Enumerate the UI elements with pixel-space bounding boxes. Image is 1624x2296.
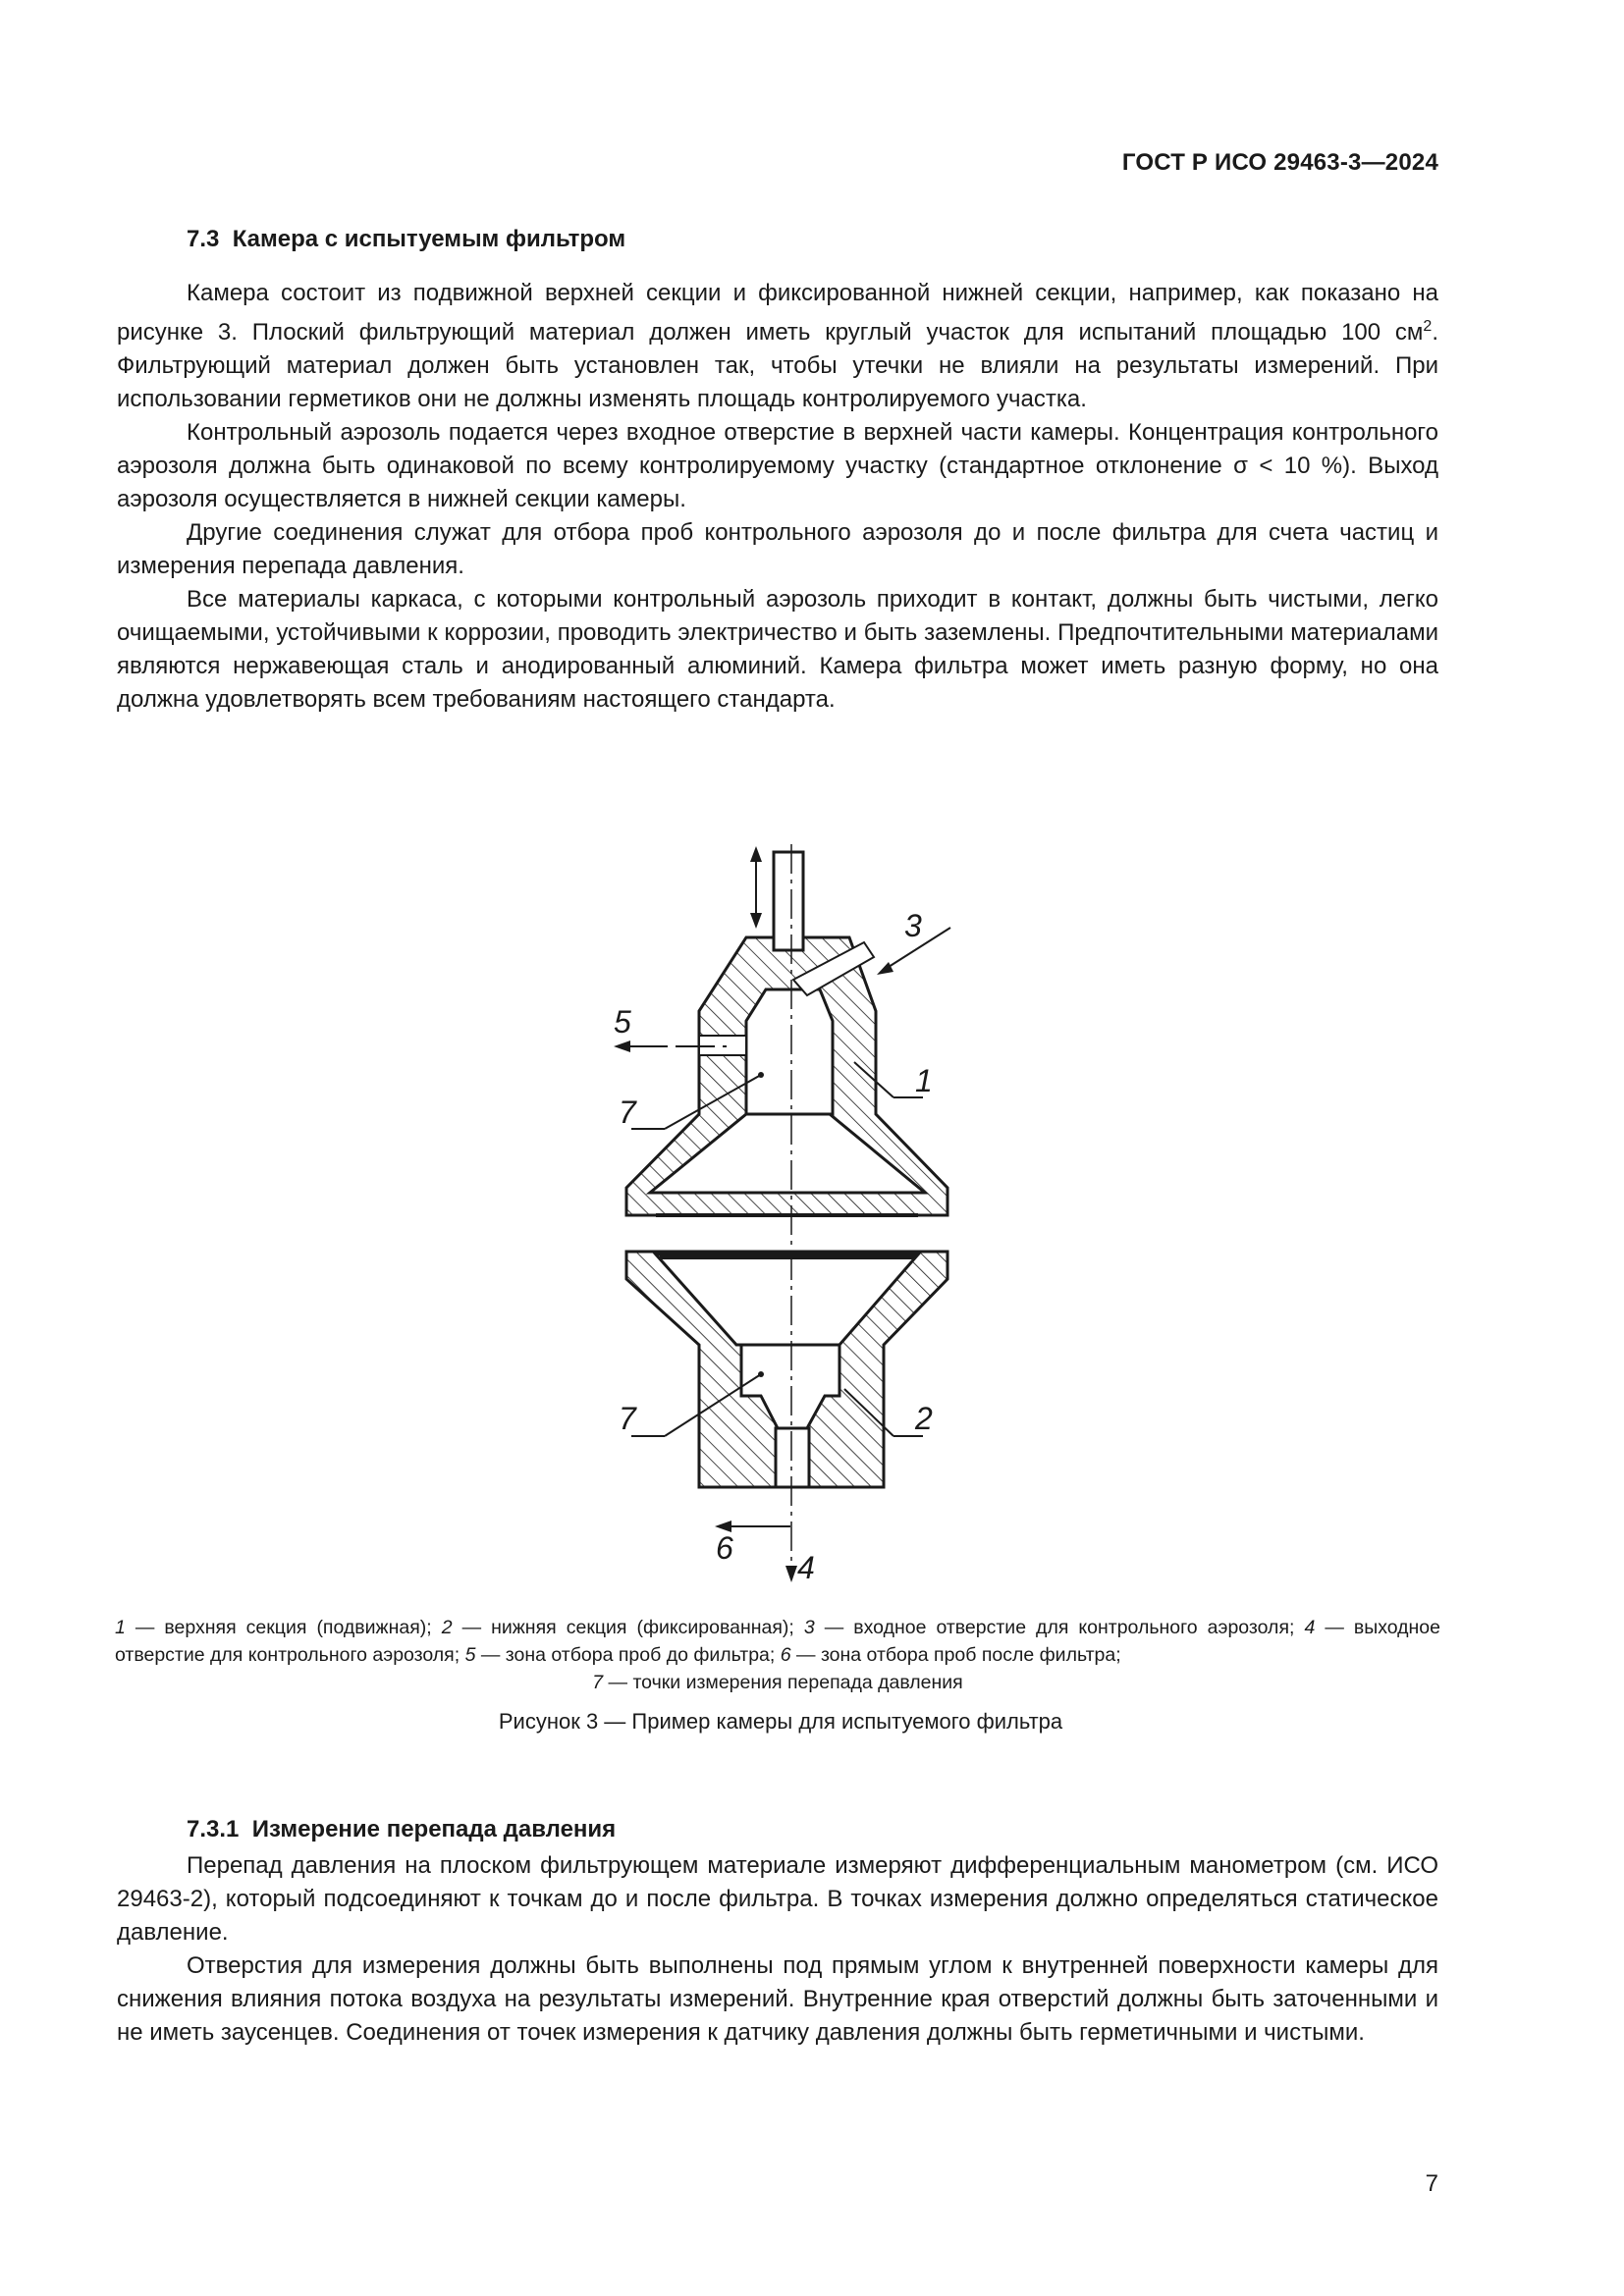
label-7-upper: 7 (619, 1095, 636, 1130)
lower-section (626, 1252, 947, 1487)
paragraph: Перепад давления на плоском фильтрующем материале измеряют дифференциальным манометром (см. ИСО 29463-2), который подсоединяют к точкам до и после фильтра. В точках измерения должно определяться статическое давление. (117, 1852, 1438, 1946)
legend-text: — верхняя секция (подвижная); (125, 1617, 442, 1638)
label-2: 2 (915, 1401, 933, 1436)
figure-3 (550, 823, 1080, 1603)
legend-number: 4 (1304, 1617, 1316, 1638)
label-4: 4 (797, 1550, 815, 1585)
legend-number: 5 (464, 1644, 476, 1666)
section-7-3-1-heading (187, 1816, 616, 1843)
paragraph: Все материалы каркаса, с которыми контрольный аэрозоль приходит в контакт, должны быть чистыми, легко очищаемыми, устойчивыми к коррозии, проводить электричество и быть заземлены. Предпочтительными материалами являются нержавеющая сталь и анодированный алюминий. Камера фильтра может иметь разную форму, но она должна удовлетворять всем требованиям настоящего стандарта. (117, 586, 1438, 713)
arrow-4 (785, 1566, 797, 1582)
legend-text: — выходное отверстие для контрольного аэрозоля; (115, 1617, 1440, 1666)
pressure-point-dot (758, 1072, 764, 1078)
legend-number: 3 (803, 1617, 815, 1638)
section-number: 7.3 (187, 226, 220, 252)
paragraph: Отверстия для измерения должны быть выполнены под прямым углом к внутренней поверхности камеры для снижения влияния потока воздуха на результаты измерений. Внутренние края отверстий должны быть заточенными и не иметь заусенцев. Соединения от точек измерения к датчику давления должны быть герметичными и чистыми. (117, 1952, 1438, 2046)
legend-text: — входное отверстие для контрольного аэрозоля; (814, 1617, 1305, 1638)
legend-text: — зона отбора проб до фильтра; (475, 1644, 781, 1666)
legend-text: — точки измерения перепада давления (603, 1672, 963, 1693)
section-number: 7.3.1 (187, 1816, 240, 1842)
figure-caption: Рисунок 3 — Пример камеры для испытуемого фильтра (498, 1709, 1063, 1734)
paragraph: Контрольный аэрозоль подается через входное отверстие в верхней части камеры. Концентрация контрольного аэрозоля должна быть одинаковой по всему контролируемому участку (стандартное отклонение σ < 10 %). Выход аэрозоля осуществляется в нижней секции камеры. (117, 419, 1438, 512)
section-title: Измерение перепада давления (251, 1816, 617, 1842)
legend-number: 7 (592, 1672, 604, 1693)
chamber-drawing (550, 823, 1080, 1598)
paragraph (117, 277, 1438, 416)
section-7-3-heading (187, 226, 625, 253)
legend-last-line (115, 1669, 1440, 1696)
section-7-3-body (117, 277, 1438, 717)
section-title: Камера с испытуемым фильтром (232, 226, 626, 252)
paragraph: Другие соединения служат для отбора проб контрольного аэрозоля до и после фильтра для счета частиц и измерения перепада давления. (117, 519, 1438, 579)
paragraph-text: Камера состоит из подвижной верхней секции и фиксированной нижней секции, например, как показано на рисунке 3. Плоский фильтрующий материал должен иметь круглый участок для испытаний площадью 100 см (117, 280, 1438, 346)
label-3: 3 (904, 908, 922, 943)
legend-number: 6 (780, 1644, 791, 1666)
page-number: 7 (1425, 2170, 1438, 2197)
label-7-lower: 7 (619, 1401, 636, 1436)
legend-number: 2 (441, 1617, 453, 1638)
document-code: ГОСТ Р ИСО 29463-3—2024 (1121, 149, 1438, 176)
label-6: 6 (716, 1530, 733, 1566)
superscript: 2 (1423, 318, 1433, 335)
legend-text: — нижняя секция (фиксированная); (452, 1617, 804, 1638)
pressure-point-dot (758, 1371, 764, 1377)
figure-legend (115, 1614, 1440, 1696)
paragraph-text: . Фильтрующий материал должен быть установлен так, чтобы утечки не влияли на результаты измерений. При использовании герметиков они не должны изменять площадь контролируемого участка. (117, 319, 1438, 412)
rod (750, 846, 803, 950)
label-5: 5 (614, 1004, 631, 1040)
upper-section (626, 937, 947, 1215)
legend-number: 1 (115, 1617, 126, 1638)
section-7-3-1-body (117, 1849, 1438, 2050)
legend-text: — зона отбора проб после фильтра; (790, 1644, 1121, 1666)
label-1: 1 (915, 1063, 933, 1098)
